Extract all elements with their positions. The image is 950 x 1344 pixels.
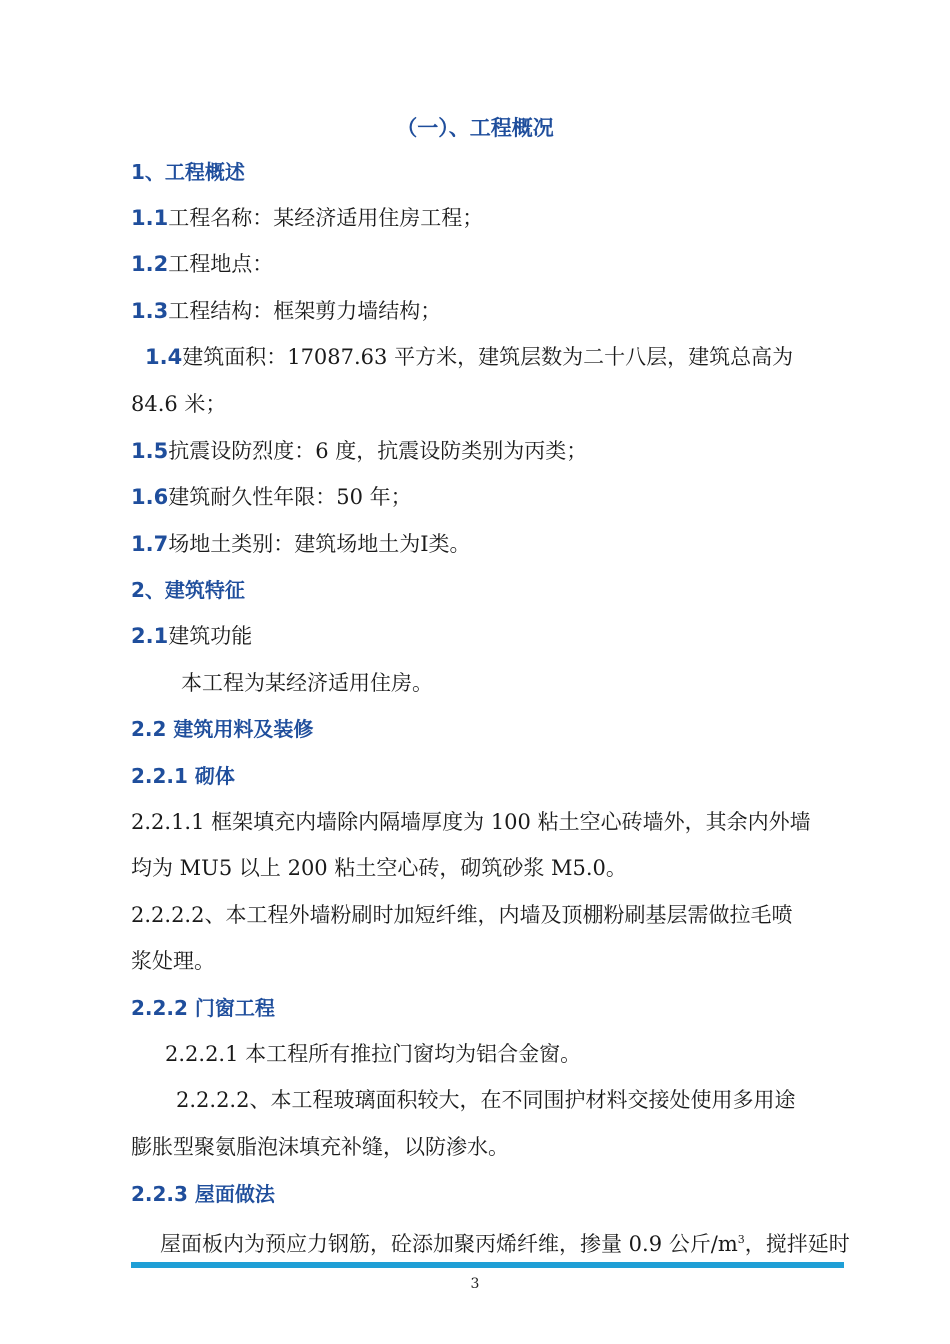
item-2-1-body: 本工程为某经济适用住房。 — [181, 671, 433, 695]
item-number: 1.7 — [131, 532, 169, 556]
heading-2-2-3: 2.2.3 屋面做法 — [131, 1182, 275, 1206]
item-text: 工程地点： — [168, 252, 274, 276]
item-text: 建筑耐久性年限：50 年； — [168, 485, 412, 509]
item-1-3 — [131, 296, 441, 326]
item-2-1 — [131, 621, 252, 651]
item-number: 1.4 — [145, 345, 183, 369]
item-1-4-continuation: 84.6 米； — [131, 392, 227, 416]
item-1-2 — [131, 249, 273, 279]
item-text: 抗震设防烈度：6 度，抗震设防类别为丙类； — [168, 439, 588, 463]
heading-2-2-2: 2.2.2 门窗工程 — [131, 996, 275, 1020]
item-text: 工程名称：某经济适用住房工程； — [168, 206, 484, 230]
item-text: 工程结构：框架剪力墙结构； — [168, 299, 442, 323]
item-number: 1.1 — [131, 206, 169, 230]
para-text-after: ，搅拌延时 — [744, 1232, 850, 1256]
item-text: 场地土类别：建筑场地土为Ⅰ类。 — [168, 532, 471, 556]
heading-2-2: 2.2 建筑用料及装修 — [131, 717, 314, 741]
para-2-2-2-1: 2.2.2.1 本工程所有推拉门窗均为铝合金窗。 — [165, 1042, 582, 1066]
heading-1: 1、工程概述 — [131, 160, 245, 184]
item-1-1 — [131, 203, 483, 233]
item-number: 1.5 — [131, 439, 169, 463]
item-number: 1.3 — [131, 299, 169, 323]
footer-rule — [131, 1262, 844, 1268]
para-text-before: 屋面板内为预应力钢筋，砼添加聚丙烯纤维，掺量 0.9 公斤/m — [160, 1232, 738, 1256]
item-number: 2.1 — [131, 624, 169, 648]
para-2-2-2-2-line2: 浆处理。 — [131, 949, 215, 973]
item-1-6 — [131, 482, 412, 512]
superscript: 3 — [737, 1233, 745, 1246]
heading-2-2-1: 2.2.1 砌体 — [131, 764, 235, 788]
section-title: （一）、工程概况 — [396, 116, 554, 140]
item-text: 建筑功能 — [168, 624, 253, 648]
page-number: 3 — [470, 1276, 480, 1292]
para-2-2-3 — [160, 1225, 850, 1259]
item-number: 1.2 — [131, 252, 169, 276]
item-1-4 — [145, 342, 793, 372]
para-2-2-1-1-line1: 2.2.1.1 框架填充内墙除内隔墙厚度为 100 粘土空心砖墙外，其余内外墙 — [131, 810, 811, 834]
item-1-7 — [131, 529, 471, 559]
para-2-2-2-2-line1: 2.2.2.2、本工程外墙粉刷时加短纤维，内墙及顶棚粉刷基层需做拉毛喷 — [131, 903, 793, 927]
item-1-5 — [131, 436, 587, 466]
para-2-2-2-2b-line2: 膨胀型聚氨脂泡沫填充补缝，以防渗水。 — [131, 1135, 509, 1159]
para-2-2-2-2b-line1: 2.2.2.2、本工程玻璃面积较大，在不同围护材料交接处使用多用途 — [176, 1088, 796, 1112]
item-text: 建筑面积：17087.63 平方米，建筑层数为二十八层，建筑总高为 — [182, 345, 794, 369]
para-2-2-1-1-line2: 均为 MU5 以上 200 粘土空心砖，砌筑砂浆 M5.0。 — [131, 856, 627, 880]
item-number: 1.6 — [131, 485, 169, 509]
heading-2: 2、建筑特征 — [131, 578, 245, 602]
